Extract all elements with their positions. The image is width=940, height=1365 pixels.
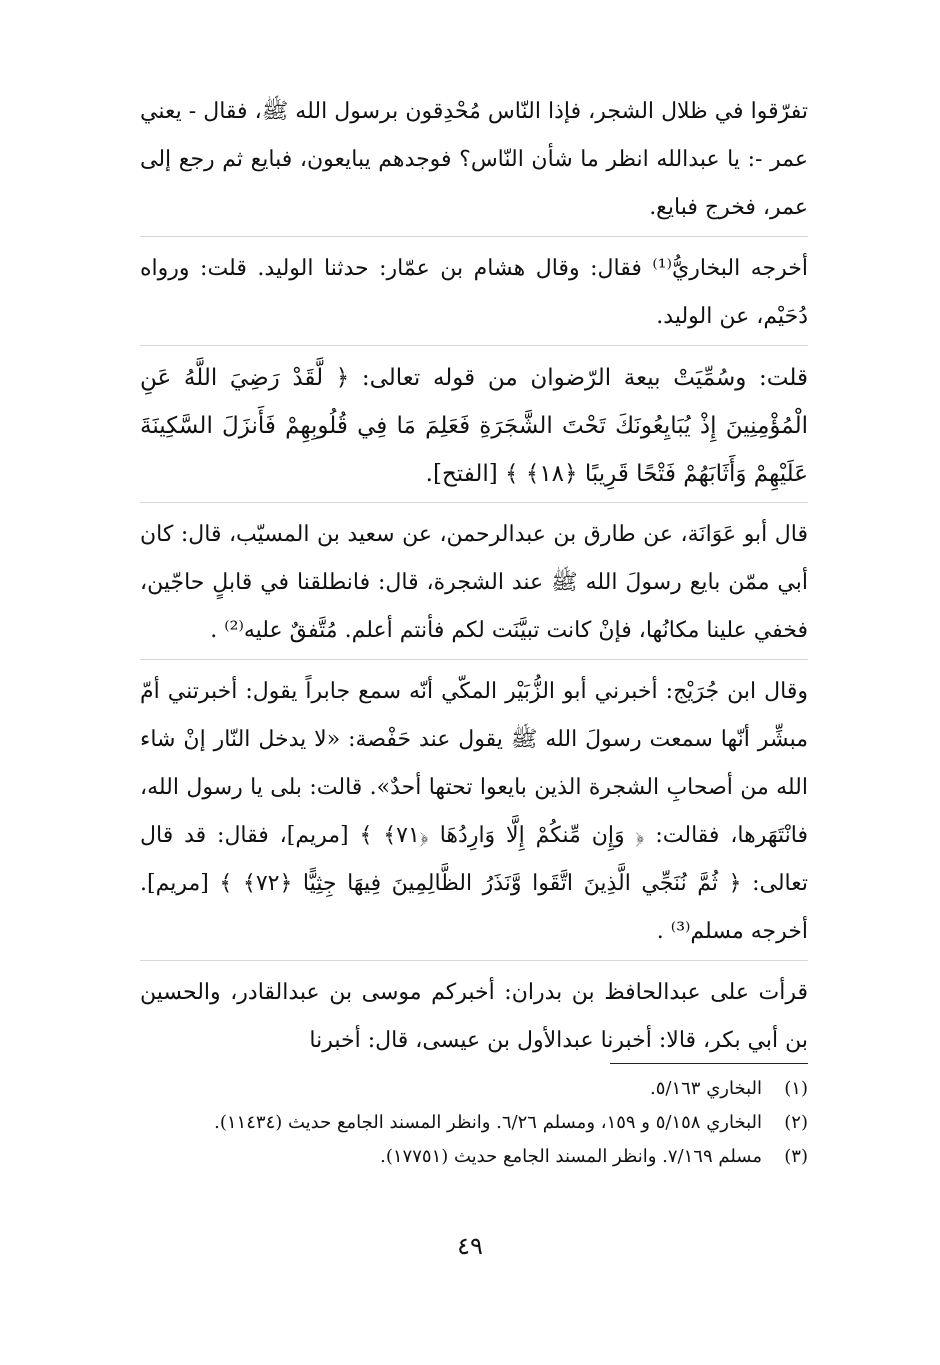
paragraph-3: قلت: وسُمِّيَتْ بيعة الرّضوان من قوله تعالى: ﴿ لَّقَدْ رَضِيَ اللَّهُ عَنِ الْمُؤْمِنِينَ إِذْ يُبَايِعُونَكَ تَحْتَ الشَّجَرَةِ فَعَلِمَ مَا فِي قُلُوبِهِمْ فَأَنزَلَ السَّكِينَةَ عَلَيْهِمْ وَأَثَابَهُمْ فَتْحًا قَرِيبًا ﴿١٨﴾ ﴾ [الفتح].	[140, 365, 808, 487]
footnote-1	[140, 1072, 808, 1106]
paragraph-6: قرأت على عبدالحافظ بن بدران: أخبركم موسى بن عبدالقادر، والحسين بن أبي بكر، قالا: أخبرنا عبدالأول بن عيسى، قال: أخبرنا	[140, 980, 808, 1053]
paragraph-divider	[140, 236, 808, 237]
paragraph-5: وقال ابن جُرَيْج: أخبرني أبو الزُّبَيْر المكّي أنّه سمع جابراً يقول: أخبرتني أمّ مبشِّر أنّها سمعت رسولَ الله ﷺ يقول عند حَفْصة: «لا يدخل النّار إنْ شاء الله من أصحابِ الشجرة الذين بايعوا تحتها أحدٌ». قالت: بلى يا رسول الله، فانْتَهَرها، فقالت: ﴿ وَإِن مِّنكُمْ إِلَّا وَارِدُهَا ﴿٧١﴾ ﴾ [مريم]، فقال: قد قال تعالى: ﴿ ثُمَّ نُنَجِّي الَّذِينَ اتَّقَوا وَّنَذَرُ الظَّالِمِينَ فِيهَا جِثِيًّا ﴿٧٢﴾ ﴾ [مريم]. أخرجه مسلم⁽³⁾ .	[140, 679, 808, 944]
footnotes	[140, 1072, 808, 1174]
paragraph-divider	[140, 659, 808, 660]
paragraph-divider	[140, 345, 808, 346]
main-text	[140, 88, 808, 1065]
footnote-rule	[610, 1063, 808, 1064]
paragraph-divider	[140, 960, 808, 961]
paragraph-divider	[140, 502, 808, 503]
footnote-number: (٢)	[784, 1112, 808, 1133]
footnote-number: (١)	[784, 1078, 808, 1099]
footnote-2	[140, 1106, 808, 1140]
footnote-text: البخاري ٥/١٦٣.	[649, 1078, 762, 1099]
paragraph-2: أخرجه البخاريُّ⁽¹⁾ فقال: وقال هشام بن عمّار: حدثنا الوليد. قلت: ورواه دُحَيْم، عن الوليد.	[140, 256, 808, 329]
footnote-text: البخاري ٥/١٥٨ و ١٥٩، ومسلم ٦/٢٦. وانظر المسند الجامع حديث (١١٤٣٤).	[214, 1112, 762, 1133]
footnote-text: مسلم ٧/١٦٩. وانظر المسند الجامع حديث (١٧٧٥١).	[380, 1146, 762, 1167]
paragraph-1: تفرّقوا في ظلال الشجر، فإذا النّاس مُحْدِقون برسول الله ﷺ، فقال - يعني عمر -: يا عبدالله انظر ما شأن النّاس؟ فوجدهم يبايعون، فبايع ثم رجع إلى عمر، فخرج فبايع.	[140, 99, 808, 220]
paragraph-4: قال أبو عَوَانَة، عن طارق بن عبدالرحمن، عن سعيد بن المسيّب، قال: كان أبي ممّن بايع رسولَ الله ﷺ عند الشجرة، قال: فانطلقنا في قابلٍ حاجّين، فخفي علينا مكانُها، فإنْ كانت تبيَّنَت لكم فأنتم أعلم. مُتَّفقٌ عليه⁽²⁾ .	[140, 522, 808, 643]
page-number: ٤٩	[457, 1232, 483, 1260]
footnote-3	[140, 1140, 808, 1174]
footnote-number: (٣)	[784, 1146, 808, 1167]
